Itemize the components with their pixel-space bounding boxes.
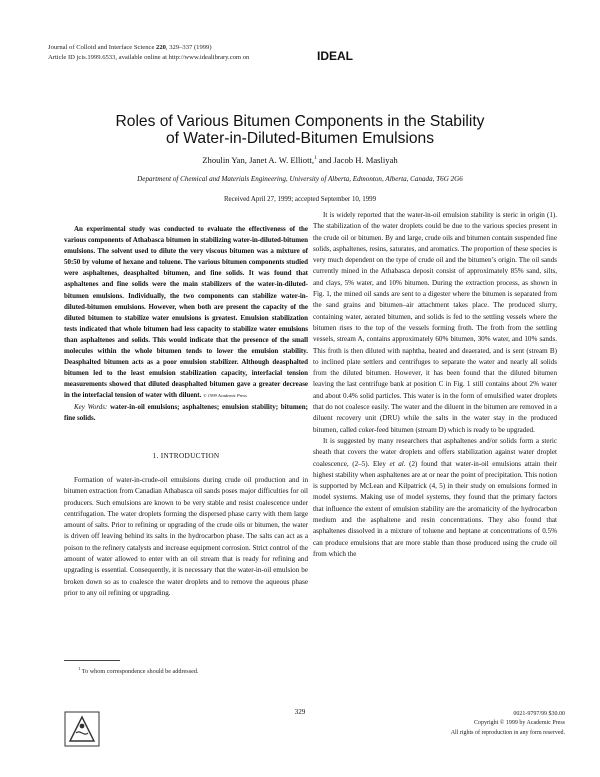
left-column	[64, 210, 308, 599]
right-paragraph-1: It is widely reported that the water-in-oil emulsion stability is steric in origin (1). The stabilization of the water droplets could be due to the various species present in the crude oil or bitumen. By and large, crude oils and bitumen contain suspended fine solids, asphaltenes, resins, saturates, and aromatics. The proportion of these species is very much dependent on the type of crude oil and the bitumen’s origin. The oil sands currently mined in the Athabasca deposit consist of approximately 85% sand, silts, and clays, 5% water, and 10% bitumen. During the extraction process, as shown in Fig. 1, the mined oil sands are sent to a digester where the bitumen is separated from the sand grains and bitumen–air attachment takes place. The produced slurry, containing water, aerated bitumen, and solids is fed to the settling vessels where the bitumen rises to the top of the vessels forming froth. The froth from the settling vessels, stream A, contains approximately 60% bitumen, 30% water, and 10% sands. This froth is then diluted with naphtha, heated and deaerated, and is sent (stream B) to inclined plate settlers and centrifuges to separate the water and nearly all solids from the diluted bitumen. However, it has been found that the diluted bitumen leaving the last centrifuge bank at position C in Fig. 1 still contains about 2% water and about 0.4% solid particles. This water is in the form of emulsified water droplets that do not coalesce easily. The water and the diluent in the bitumen are removed in a diluent recovery unit (DRU) while the salts in the water stay in the produced bitumen, called coker-feed bitumen (stream D) which is ready to be upgraded.	[313, 211, 557, 434]
title-line-2: of Water-in-Diluted-Bitumen Emulsions	[165, 130, 435, 147]
title-line-1: Roles of Various Bitumen Components in the Stability	[115, 113, 485, 130]
keywords-label: Key Words:	[74, 402, 108, 411]
copyright-block	[395, 710, 565, 738]
footnote-rule	[64, 660, 120, 661]
author-footnote-mark: 1	[314, 155, 317, 162]
abstract-copyright: © 1999 Academic Press	[203, 393, 247, 399]
page-number: 329	[294, 708, 306, 716]
article-id-line: Article ID jcis.1999.6533, available online at http://www.idealibrary.com on	[48, 53, 250, 61]
authors: Zhoulin Yan, Janet A. W. Elliott,$^1$ and Jacob H. Masliyah	[202, 155, 398, 165]
journal-header	[48, 43, 249, 62]
copyright-line-2: Copyright © 1999 by Academic Press	[473, 720, 565, 727]
abstract	[64, 224, 308, 402]
academic-press-emblem-icon	[64, 711, 100, 747]
right-paragraph-2: It is suggested by many researchers that asphaltenes and/or solids form a steric sheath that covers the water droplets and offers stabilization against water droplet coalescence, (2–5). Eley et al. (2) found that water-in-oil emulsions attain their highest stability when asphaltenes are at or near the point of precipitation. This notion is supported by McLean and Kilpatrick (4, 5) in their study on emulsions formed in model systems. Making use of model systems, they found that the primary factors that influence the extent of emulsion stability are the aromaticity of the hydrocarbon medium and the asphaltene and resin concentrations. They also found that asphaltenes dissolved in a mixture of toluene and heptane at concentrations of 0.5% can produce emulsions that are more stable than those produced using the crude oil from which the	[313, 436, 557, 558]
keywords-text: water-in-oil emulsions; asphaltenes; emulsion stability; bitumen; fine solids.	[64, 402, 309, 422]
ideal-logo	[317, 46, 357, 66]
section-heading-introduction: 1. INTRODUCTION	[152, 450, 220, 460]
abstract-text: An experimental study was conducted to evaluate the effectiveness of the various components of Athabasca bitumen in stabilizing water-in-diluted-bitumen emulsions. The solvent used to dilute the very viscous bitumen was a mixture of 50:50 by volume of hexane and toluene. The various bitumen components studied were asphaltenes, deasphalted bitumen, and fine solids. It was found that asphaltenes and fine solids were the main stabilizers of the water-in-diluted-bitumen emulsions. Individually, the two components can stabilize water-in-diluted-bitumen emulsions. However, when both are present the capacity of the diluted bitumen to stabilize water emulsions is greatest. Emulsion stabilization tests indicated that whole bitumen had less capacity to stabilize water emulsions than asphaltenes and solids. This would indicate that the presence of the small molecules within the whole bitumen tends to lower the emulsion stability. Deasphalted bitumen acts as a poor emulsion stabilizer. Although deasphalted bitumen led to the least emulsion stabilization capacity, interfacial tension measurements showed that diluted deasphalted bitumen gave a greater decrease in the interfacial tension of water with diluent.	[64, 225, 308, 400]
intro-paragraph: Formation of water-in-crude-oil emulsions during crude oil production and in bitumen extraction from Canadian Athabasca oil sands poses major difficulties for oil producers. Such emulsions are known to be very stable and resist coalescence under centrifugation. The water droplets forming the dispersed phase carry with them large amount of salts. Prior to refining or upgrading of the crude oils or bitumen, the water is driven off leaving behind its salts in the hydrocarbon phase. The salts can act as a poison to the refinery catalysts and increase equipment corrosion. Strict control of the amount of water allowed to enter with an oil stream that is ready for refining and upgrading is essential. Consequently, it is necessary that the water-in-oil emulsion be broken down so as to coalesce the water droplets and to remove the aqueous phase prior to any oil refining or upgrading.	[64, 475, 308, 597]
journal-citation-line: Journal of Colloid and Interface Science 220, 329–337 (1999)	[48, 44, 212, 51]
right-column	[313, 210, 557, 560]
copyright-line-3: All rights of reproduction in any form reserved.	[450, 729, 565, 736]
received-dates: Received April 27, 1999; accepted September 10, 1999	[223, 196, 377, 203]
journal-volume: 220	[156, 44, 166, 51]
copyright-line-1: 0021-9797/99 $30.00	[513, 711, 565, 717]
keywords	[64, 402, 308, 424]
ideal-logo-text: IDEAL	[317, 49, 353, 63]
footnote: $^1$ To whom correspondence should be addressed.	[78, 666, 199, 676]
paper-title	[80, 113, 520, 147]
affiliation: Department of Chemical and Materials Engineering, University of Alberta, Edmonton, Alberta, Canada, T6G 2G6	[137, 175, 463, 183]
